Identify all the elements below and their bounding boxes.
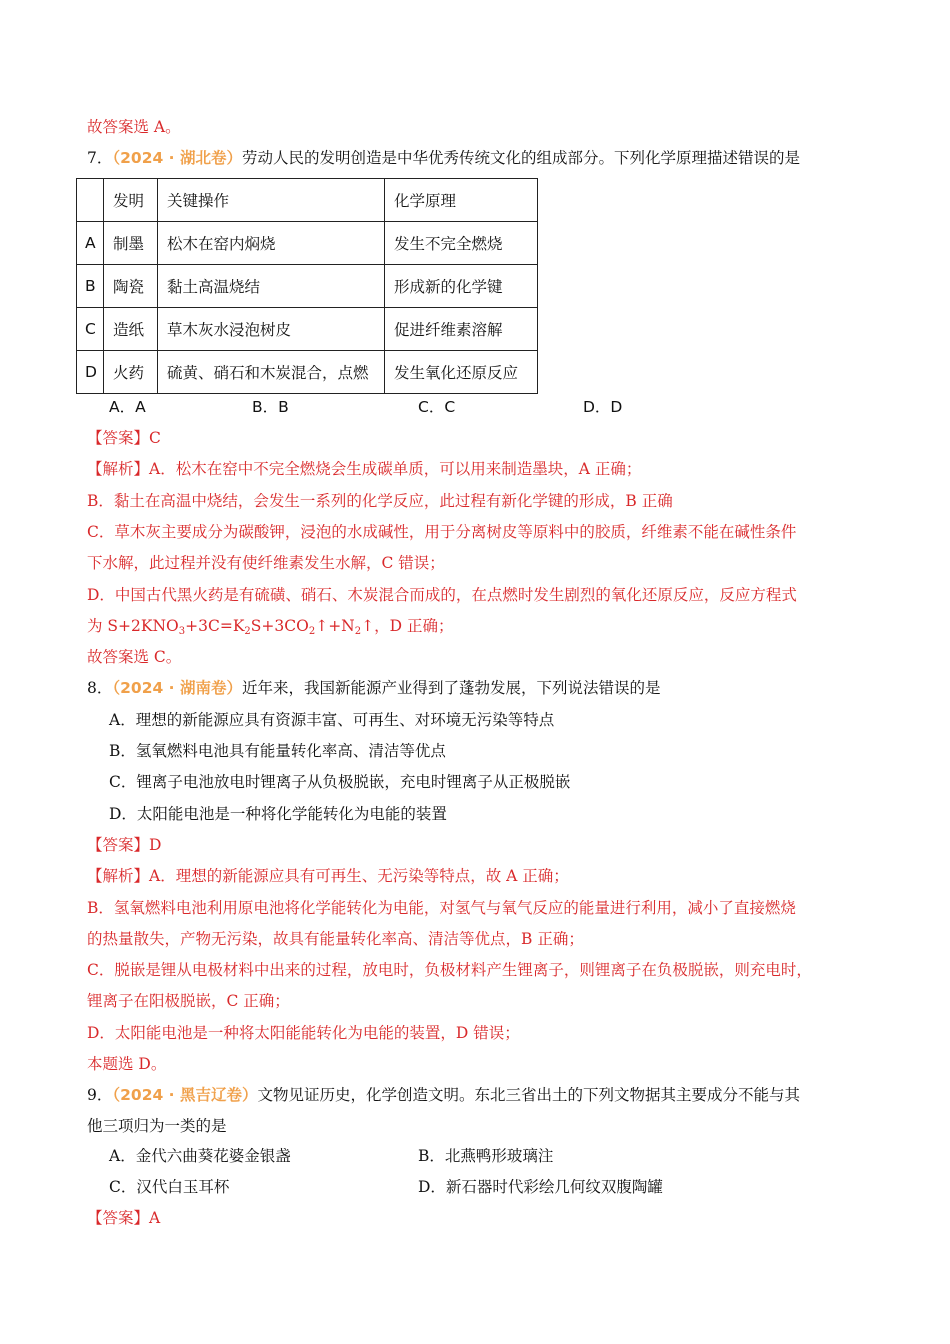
table-header-cell — [77, 179, 104, 222]
table-cell: 造纸 — [104, 308, 158, 351]
q8-source-tag: （2024 · 湖南卷） — [112, 679, 242, 697]
q7-analysis-line: 【解析】A．松木在窑中不完全燃烧会生成碳单质，可以用来制造墨块，A 正确； — [87, 460, 642, 478]
q7-option-d: D．D — [583, 398, 623, 416]
table-cell: 松木在窑内焖烧 — [158, 222, 385, 265]
q8-answer: 【答案】D — [87, 836, 162, 854]
q8-analysis-line: 【解析】A．理想的新能源应具有可再生、无污染等特点，故 A 正确； — [87, 867, 569, 885]
table-row — [77, 265, 538, 308]
q7-option-c: C．C — [418, 398, 456, 416]
q7-analysis-line: B．黏土在高温中烧结，会发生一系列的化学反应，此过程有新化学键的形成，B 正确 — [87, 492, 673, 510]
q8-conclusion: 本题选 D。 — [87, 1055, 167, 1073]
table-header-cell: 化学原理 — [385, 179, 538, 222]
q8-option-a: A．理想的新能源应具有资源丰富、可再生、对环境无污染等特点 — [109, 711, 555, 729]
q7-source-tag: （2024 · 湖北卷） — [112, 149, 242, 167]
q8-stem-line — [87, 677, 660, 699]
table-cell: 发生氧化还原反应 — [385, 351, 538, 394]
table-cell: 发生不完全燃烧 — [385, 222, 538, 265]
q8-option-d: D．太阳能电池是一种将化学能转化为电能的装置 — [109, 805, 447, 823]
q8-stem: 近年来，我国新能源产业得到了蓬勃发展，下列说法错误的是 — [241, 679, 661, 697]
q9-option-b: B．北燕鸭形玻璃注 — [418, 1147, 554, 1165]
q8-option-b: B．氢氧燃料电池具有能量转化率高、清洁等优点 — [109, 742, 446, 760]
table-row — [77, 222, 538, 265]
table-cell: A — [77, 222, 104, 265]
q8-analysis-line: 的热量散失，产物无污染，故具有能量转化率高、清洁等优点，B 正确； — [87, 930, 584, 948]
table-cell: 硫黄、硝石和木炭混合，点燃 — [158, 351, 385, 394]
table-cell: 火药 — [104, 351, 158, 394]
table-cell: 促进纤维素溶解 — [385, 308, 538, 351]
q8-analysis-line: B．氢氧燃料电池利用原电池将化学能转化为电能，对氢气与氧气反应的能量进行利用，减小了直接燃烧 — [87, 899, 796, 917]
q7-invention-table — [76, 178, 538, 394]
table-cell: 陶瓷 — [104, 265, 158, 308]
table-row — [77, 308, 538, 351]
q9-source-tag: （2024 · 黑吉辽卷） — [112, 1086, 258, 1104]
table-header-row — [77, 179, 538, 222]
q9-stem: 文物见证历史，化学创造文明。东北三省出土的下列文物据其主要成分不能与其 — [257, 1086, 800, 1104]
q8-number: 8． — [87, 679, 113, 697]
table-cell: C — [77, 308, 104, 351]
table-cell: 形成新的化学键 — [385, 265, 538, 308]
q7-analysis-line: C．草木灰主要成分为碳酸钾，浸泡的水成碱性，用于分离树皮等原料中的胶质，纤维素不能在碱性条件 — [87, 523, 797, 541]
q7-option-b: B．B — [252, 398, 289, 416]
q8-option-c: C．锂离子电池放电时锂离子从负极脱嵌，充电时锂离子从正极脱嵌 — [109, 773, 571, 791]
q7-analysis-line: D．中国古代黑火药是有硫磺、硝石、木炭混合而成的，在点燃时发生剧烈的氧化还原反应，反应方程式 — [87, 586, 797, 604]
q9-answer: 【答案】A — [87, 1209, 161, 1227]
table-cell: 制墨 — [104, 222, 158, 265]
table-cell: 黏土高温烧结 — [158, 265, 385, 308]
q9-option-c: C．汉代白玉耳杯 — [109, 1178, 230, 1196]
q7-analysis-line: 下水解，此过程并没有使纤维素发生水解，C 错误； — [87, 554, 445, 572]
q7-option-a: A．A — [109, 398, 146, 416]
prev-conclusion: 故答案选 A。 — [87, 118, 181, 136]
table-cell: 草木灰水浸泡树皮 — [158, 308, 385, 351]
q8-analysis-line: 锂离子在阳极脱嵌，C 正确； — [87, 992, 290, 1010]
table-row — [77, 351, 538, 394]
table-cell: D — [77, 351, 104, 394]
q9-stem-cont: 他三项归为一类的是 — [87, 1117, 227, 1135]
q7-equation: 为 $S+2KNO_3+3C=K_2S+3CO_2↑+N_2↑$，D 正确； — [87, 617, 454, 637]
q7-stem-line — [87, 147, 800, 169]
q9-option-d: D．新石器时代彩绘几何纹双腹陶罐 — [418, 1178, 663, 1196]
table-cell: B — [77, 265, 104, 308]
q9-option-a: A．金代六曲葵花婆金银盏 — [109, 1147, 291, 1165]
q7-number: 7． — [87, 149, 113, 167]
q9-number: 9． — [87, 1086, 113, 1104]
q9-stem-line — [87, 1084, 800, 1106]
table-header-cell: 关键操作 — [158, 179, 385, 222]
q7-answer: 【答案】C — [87, 429, 161, 447]
q8-analysis-line: C．脱嵌是锂从电极材料中出来的过程，放电时，负极材料产生锂离子，则锂离子在负极脱嵌，则充电时， — [87, 961, 812, 979]
q8-analysis-line: D．太阳能电池是一种将太阳能能转化为电能的装置，D 错误； — [87, 1024, 520, 1042]
table-header-cell: 发明 — [104, 179, 158, 222]
q7-conclusion: 故答案选 C。 — [87, 648, 182, 666]
q7-stem: 劳动人民的发明创造是中华优秀传统文化的组成部分。下列化学原理描述错误的是 — [241, 149, 800, 167]
